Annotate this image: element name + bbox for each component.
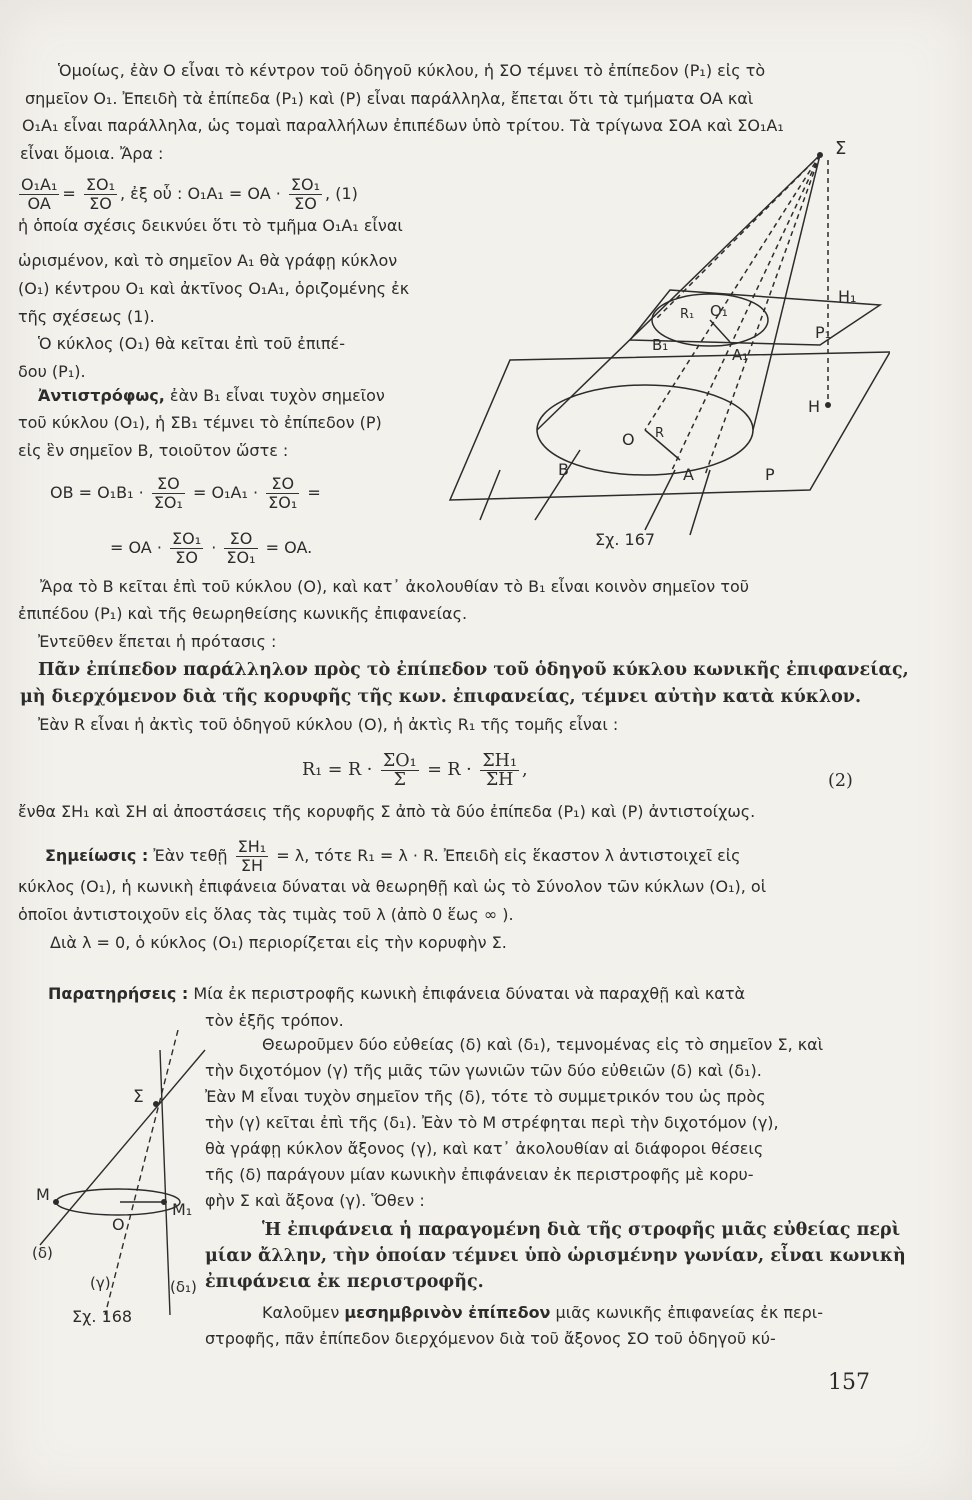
frac-num: ΣH₁ <box>237 837 267 856</box>
label-a: A <box>683 465 694 484</box>
label-o: O <box>622 430 635 449</box>
label-b: B <box>558 460 569 479</box>
equation-3 <box>110 530 312 567</box>
text-line: εἶναι ὅμοια. Ἄρα : <box>20 144 164 163</box>
text-line: κύκλος (O₁), ἡ κωνικὴ ἐπιφάνεια δύναται νὰ θεωρηθῇ καὶ ὡς τὸ Σύνολον τῶν κύκλων (O₁), οἱ <box>18 877 767 896</box>
text-line: σημεῖον O₁. Ἐπειδὴ τὰ ἐπίπεδα (P₁) καὶ (P) εἶναι παράλληλα, ἔπεται ὅτι τὰ τμήματα OA καὶ <box>25 89 754 108</box>
text-span: μιᾶς κωνικῆς ἐπιφανείας ἐκ περι- <box>550 1303 823 1322</box>
eq-text: , <box>521 760 528 780</box>
proposition-line: μὴ διερχόμενον διὰ τῆς κορυφῆς τῆς κων. ἐπιφανείας, τέμνει αὐτὴν κατὰ κύκλον. <box>20 687 862 707</box>
frac-num: ΣO <box>152 475 185 494</box>
label-h1: H₁ <box>838 287 857 306</box>
text-line: τοῦ κύκλου (O₁), ἡ ΣB₁ τέμνει τὸ ἐπίπεδον (P) <box>18 413 382 432</box>
text-span: Ἐὰν τεθῇ <box>148 846 228 865</box>
frac-num: ΣH₁ <box>482 751 517 771</box>
frac-den: ΣO₁ <box>268 493 298 512</box>
text-line: ἡ ὁποία σχέσις δεικνύει ὅτι τὸ τμῆμα O₁A₁ εἶναι <box>18 216 403 235</box>
label-p: P <box>765 465 775 484</box>
eq-text: = OA · <box>110 538 162 557</box>
frac-num: ΣO₁ <box>85 175 115 194</box>
point-sigma <box>153 1101 159 1107</box>
bold-term: Παρατηρήσεις : <box>48 984 189 1003</box>
figure-167 <box>440 140 890 580</box>
frac-den: ΣO <box>175 548 198 567</box>
frac-den: Σ <box>393 770 406 790</box>
label-h: H <box>808 397 821 416</box>
text-line: Ὁ κύκλος (O₁) θὰ κεῖται ἐπὶ τοῦ ἐπιπέ- <box>38 334 345 353</box>
figure-168-caption: Σχ. 168 <box>72 1307 133 1326</box>
frac-num: ΣO <box>266 475 299 494</box>
bold-term: Ἀντιστρόφως, <box>38 386 165 405</box>
label-a1: A₁ <box>732 346 749 364</box>
bold-term: μεσημβρινὸν ἐπίπεδον <box>344 1303 551 1322</box>
text-line: θὰ γράφῃ κύκλον ἄξονος (γ), καὶ κατ᾽ ἀκολουθίαν αἱ διάφοροι θέσεις <box>205 1139 764 1158</box>
text-line: ἐπιπέδου (P₁) καὶ τῆς θεωρηθείσης κωνικῆς ἐπιφανείας. <box>18 604 468 623</box>
eq-text: = R · <box>427 760 472 780</box>
page-number: 157 <box>828 1370 870 1395</box>
frac-den: ΣO₁ <box>226 548 256 567</box>
label-gamma: (γ) <box>90 1274 111 1292</box>
figure-168 <box>30 1030 210 1340</box>
text-line: τὸν ἑξῆς τρόπον. <box>205 1011 344 1030</box>
equation-1: $\frac{\text{O₁A₁}}{OA}$ = $\frac{\text{ΣO₁}}{\Sigma O}$ , ἐξ οὗ : O₁A₁ = OA · $\frac{\text{ΣO₁}}{\Sigma O}$ , (1) <box>21 175 358 213</box>
label-delta: (δ) <box>32 1244 53 1262</box>
equation-4 <box>302 752 528 789</box>
text-line: Ὁμοίως, ἐὰν Ο εἶναι τὸ κέντρον τοῦ ὁδηγοῦ κύκλου, ἡ ΣΟ τέμνει τὸ ἐπίπεδον (P₁) εἰς τὸ <box>58 61 766 80</box>
label-m: M <box>36 1185 50 1204</box>
label-m1: M₁ <box>172 1200 193 1219</box>
text-line: (O₁) κέντρου O₁ καὶ ἀκτῖνος O₁A₁, ὁριζομένης ἐκ <box>18 279 410 298</box>
eq-tag-2: (2) <box>828 771 853 791</box>
text-line: Ἐντεῦθεν ἕπεται ἡ πρότασις : <box>38 632 277 651</box>
text-line: τὴν διχοτόμον (γ) τῆς μιᾶς τῶν γωνιῶν τῶν δύο εὐθειῶν (δ) καὶ (δ₁). <box>205 1061 762 1080</box>
text-line: τὴν (γ) κεῖται ἐπὶ τῆς (δ₁). Ἐὰν τὸ M στρέφηται περὶ τὴν διχοτόμον (γ), <box>205 1113 779 1132</box>
text-line: ἔνθα ΣH₁ καὶ ΣH αἱ ἀποστάσεις τῆς κορυφῆς Σ ἀπὸ τὰ δύο ἐπίπεδα (P₁) καὶ (P) ἀντιστοίχως. <box>18 802 756 821</box>
eq-text: = O₁A₁ · <box>193 483 259 502</box>
eq-text: = <box>307 483 321 502</box>
label-r: R <box>655 426 665 441</box>
text-line: Ἐὰν R εἶναι ἡ ἀκτὶς τοῦ ὁδηγοῦ κύκλου (O), ἡ ἀκτὶς R₁ τῆς τομῆς εἶναι : <box>38 715 619 734</box>
proposition-line: Ἡ ἐπιφάνεια ἡ παραγομένη διὰ τῆς στροφῆς μιᾶς εὐθείας περὶ <box>262 1220 901 1240</box>
eq-tag: , (1) <box>325 184 358 203</box>
text-line: εἰς ἓν σημεῖον B, τοιοῦτον ὥστε : <box>18 441 289 460</box>
text-line <box>48 983 745 1005</box>
text-line: φὴν Σ καὶ ἄξονα (γ). Ὅθεν : <box>205 1191 425 1210</box>
bold-term: Σημείωσις : <box>45 846 149 865</box>
frac-num: ΣO₁ <box>382 751 417 771</box>
frac-num: ΣO₁ <box>172 529 202 548</box>
text-line: ὁποῖοι ἀντιστοιχοῦν εἰς ὅλας τὰς τιμὰς τοῦ λ (ἀπὸ 0 ἕως ∞ ). <box>18 905 514 924</box>
text-line: Ἄρα τὸ B κεῖται ἐπὶ τοῦ κύκλου (O), καὶ κατ᾽ ἀκολουθίαν τὸ B₁ εἶναι κοινὸν σημεῖον τοῦ <box>40 577 750 596</box>
text-span: ἐὰν B₁ εἶναι τυχὸν σημεῖον <box>164 386 385 405</box>
eq-text: OB = O₁B₁ · <box>50 483 144 502</box>
eq-text: R₁ = R · <box>302 760 373 780</box>
text-span: = λ, τότε R₁ = λ · R. Ἐπειδὴ εἰς ἕκαστον λ ἀντιστοιχεῖ εἰς <box>276 846 741 865</box>
label-sigma: Σ <box>133 1087 144 1107</box>
frac-den: ΣO <box>294 194 317 213</box>
frac-den: OA <box>27 194 51 213</box>
text-line: τῆς (δ) παράγουν μίαν κωνικὴν ἐπιφάνειαν ἐκ περιστροφῆς μὲ κορυ- <box>205 1165 754 1184</box>
label-o1: O₁ <box>710 302 728 320</box>
text-line <box>38 385 385 407</box>
frac-den: ΣO₁ <box>153 493 183 512</box>
label-o: O <box>112 1215 125 1234</box>
text-line: Ἐὰν M εἶναι τυχὸν σημεῖον τῆς (δ), τότε τὸ συμμετρικόν του ὡς πρὸς <box>205 1087 766 1106</box>
text-line: στροφῆς, πᾶν ἐπίπεδον διερχόμενον διὰ τοῦ ἄξονος ΣΟ τοῦ ὁδηγοῦ κύ- <box>205 1329 776 1348</box>
label-sigma: Σ <box>835 140 847 159</box>
text-line: δου (P₁). <box>18 362 86 381</box>
label-delta1: (δ₁) <box>170 1278 197 1296</box>
eq-text: · <box>211 538 217 557</box>
text-line <box>45 838 741 875</box>
frac-num: O₁A₁ <box>21 175 58 194</box>
label-p1: P₁ <box>815 323 832 342</box>
text-span: Μία ἐκ περιστροφῆς κωνικὴ ἐπιφάνεια δύναται νὰ παραχθῇ καὶ κατὰ <box>188 984 745 1003</box>
text-line: Διὰ λ = 0, ὁ κύκλος (O₁) περιορίζεται εἰς τὴν κορυφὴν Σ. <box>50 933 507 952</box>
point-m1 <box>161 1199 167 1205</box>
label-b1: B₁ <box>652 336 669 354</box>
text-span: Καλοῦμεν <box>262 1303 345 1322</box>
frac-den: ΣH <box>485 770 514 790</box>
point-sigma <box>817 152 823 158</box>
eq-text: = OA. <box>265 538 313 557</box>
proposition-line: ἐπιφάνεια ἐκ περιστροφῆς. <box>205 1272 484 1292</box>
frac-den: ΣH <box>240 856 263 875</box>
text-line: ὡρισμένον, καὶ τὸ σημεῖον A₁ θὰ γράφῃ κύκλον <box>18 251 398 270</box>
label-r1: R₁ <box>680 307 695 322</box>
frac-den: ΣO <box>89 194 112 213</box>
equation-2 <box>50 475 321 512</box>
proposition-line: μίαν ἄλλην, τὴν ὁποίαν τέμνει ὑπὸ ὡρισμένην γωνίαν, εἶναι κωνικὴ <box>205 1246 906 1266</box>
proposition-line: Πᾶν ἐπίπεδον παράλληλον πρὸς τὸ ἐπίπεδον τοῦ ὁδηγοῦ κύκλου κωνικῆς ἐπιφανείας, <box>38 660 909 680</box>
eq-text: , ἐξ οὗ : O₁A₁ = OA · <box>120 184 281 203</box>
text-line: O₁A₁ εἶναι παράλληλα, ὡς τομαὶ παραλλήλων ἐπιπέδων ὑπὸ τρίτου. Τὰ τρίγωνα ΣΟΑ καὶ ΣO₁A₁ <box>22 116 784 135</box>
frac-num: ΣO₁ <box>290 175 321 194</box>
text-line: Θεωροῦμεν δύο εὐθείας (δ) καὶ (δ₁), τεμνομένας εἰς τὸ σημεῖον Σ, καὶ <box>262 1035 824 1054</box>
text-line <box>262 1302 823 1324</box>
point-m <box>53 1199 59 1205</box>
text-line: τῆς σχέσεως (1). <box>18 307 155 326</box>
point-h <box>825 402 831 408</box>
figure-167-caption: Σχ. 167 <box>595 530 656 549</box>
frac-num: ΣO <box>224 530 257 549</box>
